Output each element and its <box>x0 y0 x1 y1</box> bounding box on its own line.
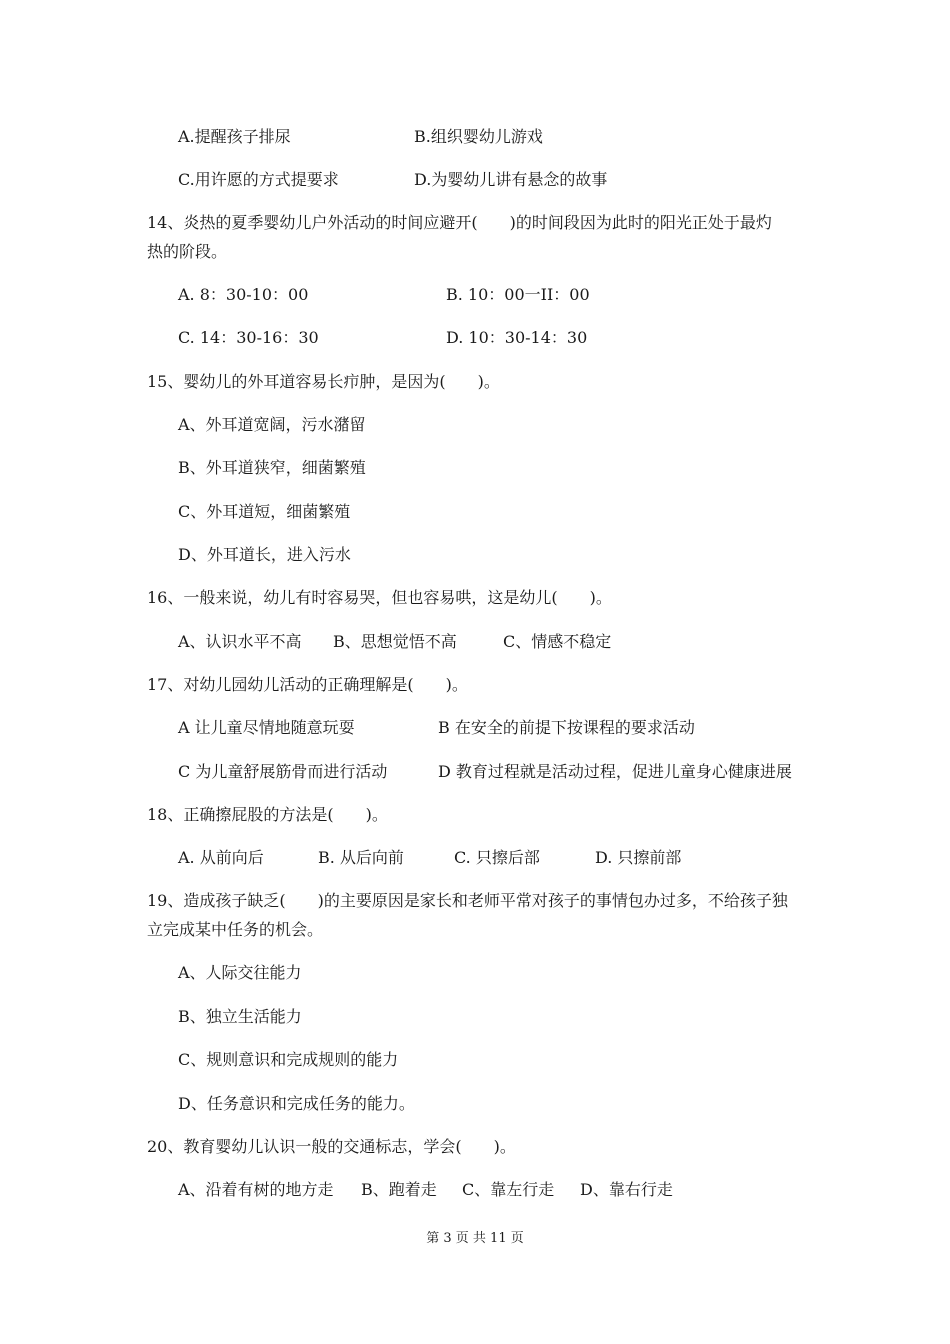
q18-stem: 18、正确擦屁股的方法是( )。 <box>147 805 388 824</box>
q16-option-a: A、认识水平不高 <box>178 632 302 651</box>
q14-stem-line2: 热的阶段。 <box>147 242 228 261</box>
q17-stem: 17、对幼儿园幼儿活动的正确理解是( )。 <box>147 675 468 694</box>
q17-option-a: A 让儿童尽情地随意玩耍 <box>178 718 355 737</box>
q14-option-c: C. 14：30-16：30 <box>178 328 319 347</box>
q20-option-d: D、靠右行走 <box>580 1180 673 1199</box>
q19-stem-line1: 19、造成孩子缺乏( )的主要原因是家长和老师平常对孩子的事情包办过多，不给孩子独 <box>147 891 788 910</box>
q20-stem: 20、教育婴幼儿认识一般的交通标志，学会( )。 <box>147 1137 516 1156</box>
q14-option-a: A. 8：30-10：00 <box>178 285 309 304</box>
q15-option-b: B、外耳道狭窄，细菌繁殖 <box>178 458 366 477</box>
q17-option-d: D 教育过程就是活动过程，促进儿童身心健康进展 <box>438 762 792 781</box>
q14-stem-line1: 14、炎热的夏季婴幼儿户外活动的时间应避开( )的时间段因为此时的阳光正处于最灼 <box>147 213 772 232</box>
q20-option-b: B、跑着走 <box>361 1180 437 1199</box>
q20-option-a: A、沿着有树的地方走 <box>178 1180 334 1199</box>
page-number-footer: 第 3 页 共 11 页 <box>426 1231 524 1246</box>
q19-stem-line2: 立完成某中任务的机会。 <box>147 920 324 939</box>
q15-option-d: D、外耳道长，进入污水 <box>178 545 351 564</box>
q14-option-b: B. 10：00一II：00 <box>446 285 590 304</box>
q17-option-b: B 在安全的前提下按课程的要求活动 <box>438 718 695 737</box>
q17-option-c: C 为儿童舒展筋骨而进行活动 <box>178 762 388 781</box>
q14-option-d: D. 10：30-14：30 <box>446 328 588 347</box>
q19-option-d: D、任务意识和完成任务的能力。 <box>178 1094 415 1113</box>
q16-option-c: C、情感不稳定 <box>503 632 612 651</box>
q19-option-b: B、独立生活能力 <box>178 1007 302 1026</box>
q13-option-b: B.组织婴幼儿游戏 <box>414 127 543 146</box>
q15-stem: 15、婴幼儿的外耳道容易长疖肿，是因为( )。 <box>147 372 500 391</box>
q18-option-b: B. 从后向前 <box>318 848 404 867</box>
q19-option-c: C、规则意识和完成规则的能力 <box>178 1050 399 1069</box>
q16-option-b: B、思想觉悟不高 <box>333 632 457 651</box>
q13-option-c: C.用许愿的方式提要求 <box>178 170 339 189</box>
q20-option-c: C、靠左行走 <box>462 1180 555 1199</box>
q18-option-c: C. 只擦后部 <box>454 848 540 867</box>
q18-option-a: A. 从前向后 <box>178 848 264 867</box>
q16-stem: 16、一般来说，幼儿有时容易哭，但也容易哄，这是幼儿( )。 <box>147 588 612 607</box>
q18-option-d: D. 只擦前部 <box>595 848 682 867</box>
q15-option-c: C、外耳道短，细菌繁殖 <box>178 502 351 521</box>
q13-option-d: D.为婴幼儿讲有悬念的故事 <box>414 170 608 189</box>
q19-option-a: A、人际交往能力 <box>178 963 302 982</box>
q13-option-a: A.提醒孩子排尿 <box>178 127 291 146</box>
q15-option-a: A、外耳道宽阔，污水潴留 <box>178 415 366 434</box>
